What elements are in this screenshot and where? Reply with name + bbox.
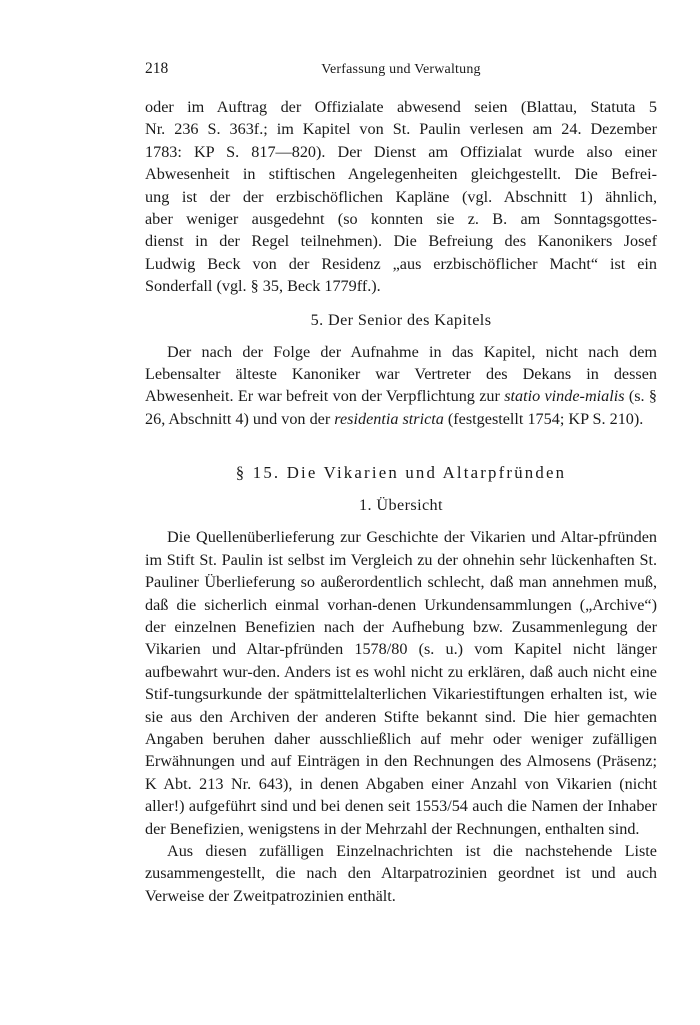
- subsection-heading: 1. Übersicht: [359, 496, 443, 515]
- latin-term-statio: statio vinde-mialis: [504, 387, 625, 406]
- chapter-heading: § 15. Die Vikarien und Altarpfründen: [235, 463, 567, 483]
- senior-paragraph: [145, 341, 657, 431]
- paragraph-text: (festgestellt 1754; KP S. 210).: [443, 409, 644, 428]
- paragraph-text: (s. § 26, Abschnitt 4) und von der: [145, 387, 657, 428]
- text-line: Nr. 236 S. 363f.; im Kapitel von St. Paulin verlesen am 24. Dezember: [145, 120, 657, 139]
- paragraph-text: Der nach der Folge der Aufnahme in das Kapitel, nicht nach dem Lebensalter älteste Kanoniker war Vertreter des Dekans in dessen Abwesenheit. Er war befreit von der Verpflichtung zur: [145, 342, 657, 406]
- body-text: [145, 96, 657, 907]
- closing-paragraph: Aus diesen zufälligen Einzelnachrichten ist die nachstehende Liste zusammengestellt, die nach den Altarpatrozinien geordnet ist und auch Verweise der Zweitpatrozinien enthält.: [145, 841, 657, 905]
- text-line: Ludwig Beck von der Residenz „aus erzbischöflicher Macht“ ist ein: [145, 254, 657, 273]
- latin-term-residentia: residentia stricta: [334, 409, 444, 428]
- overview-paragraph: Die Quellenüberlieferung zur Geschichte der Vikarien und Altar-pfründen im Stift St. Paulin ist selbst im Vergleich zu der ohnehin sehr lückenhaften St. Pauliner Überlieferung so außerordentlich schlecht, daß man annehmen muß, daß die sicherlich einmal vorhan-denen Urkundensammlungen („Archive“) der einzelnen Benefizien nach der Aufhebung bzw. Zusammenlegung der Vikarien und Altar-pfründen 1578/80 (s. u.) vom Kapitel nicht länger aufbewahrt wur-den. Anders ist es wohl nicht zu erklären, daß auch nicht eine Stif-tungsurkunde der spätmittelalterlichen Vikariestiftungen erhalten ist, wie sie aus den Archiven der anderen Stifte bekannt sind. Die hier gemachten Angaben beruhen daher ausschließlich auf mehr oder weniger zufälligen Erwähnungen und auf Einträgen in den Rechnungen des Almosens (Präsenz; K Abt. 213 Nr. 643), in denen Abgaben einer Anzahl von Vikarien (nicht aller!) aufgeführt sind und bei denen seit 1553/54 auch die Namen der Inhaber der Benefizien, wenigstens in der Mehrzahl der Rechnungen, enthalten sind.: [145, 528, 657, 838]
- running-head: [145, 60, 657, 82]
- text-line: oder im Auftrag der Offizialate abwesend seien (Blattau, Statuta 5: [145, 98, 657, 116]
- text-line: aber weniger ausgedehnt (so konnten sie z. B. am Sonntagsgottes-: [145, 210, 657, 229]
- running-head-title: Verfassung und Verwaltung: [321, 62, 481, 77]
- text-line: Abwesenheit in stiftischen Angelegenheiten gleichgestellt. Die Befrei-: [145, 165, 657, 184]
- text-line: ung ist der der erzbischöflichen Kapläne (vgl. Abschnitt 1) ähnlich,: [145, 187, 657, 206]
- page-number: 218: [145, 60, 169, 77]
- text-line: Sonderfall (vgl. § 35, Beck 1779ff.).: [145, 277, 381, 296]
- text-line: 1783: KP S. 817—820). Der Dienst am Offizialat wurde also einer: [145, 142, 657, 161]
- continued-paragraph: [145, 96, 657, 298]
- section-heading-senior: 5. Der Senior des Kapitels: [310, 310, 492, 329]
- text-line: dienst in der Regel teilnehmen). Die Befreiung des Kanonikers Josef: [145, 232, 657, 251]
